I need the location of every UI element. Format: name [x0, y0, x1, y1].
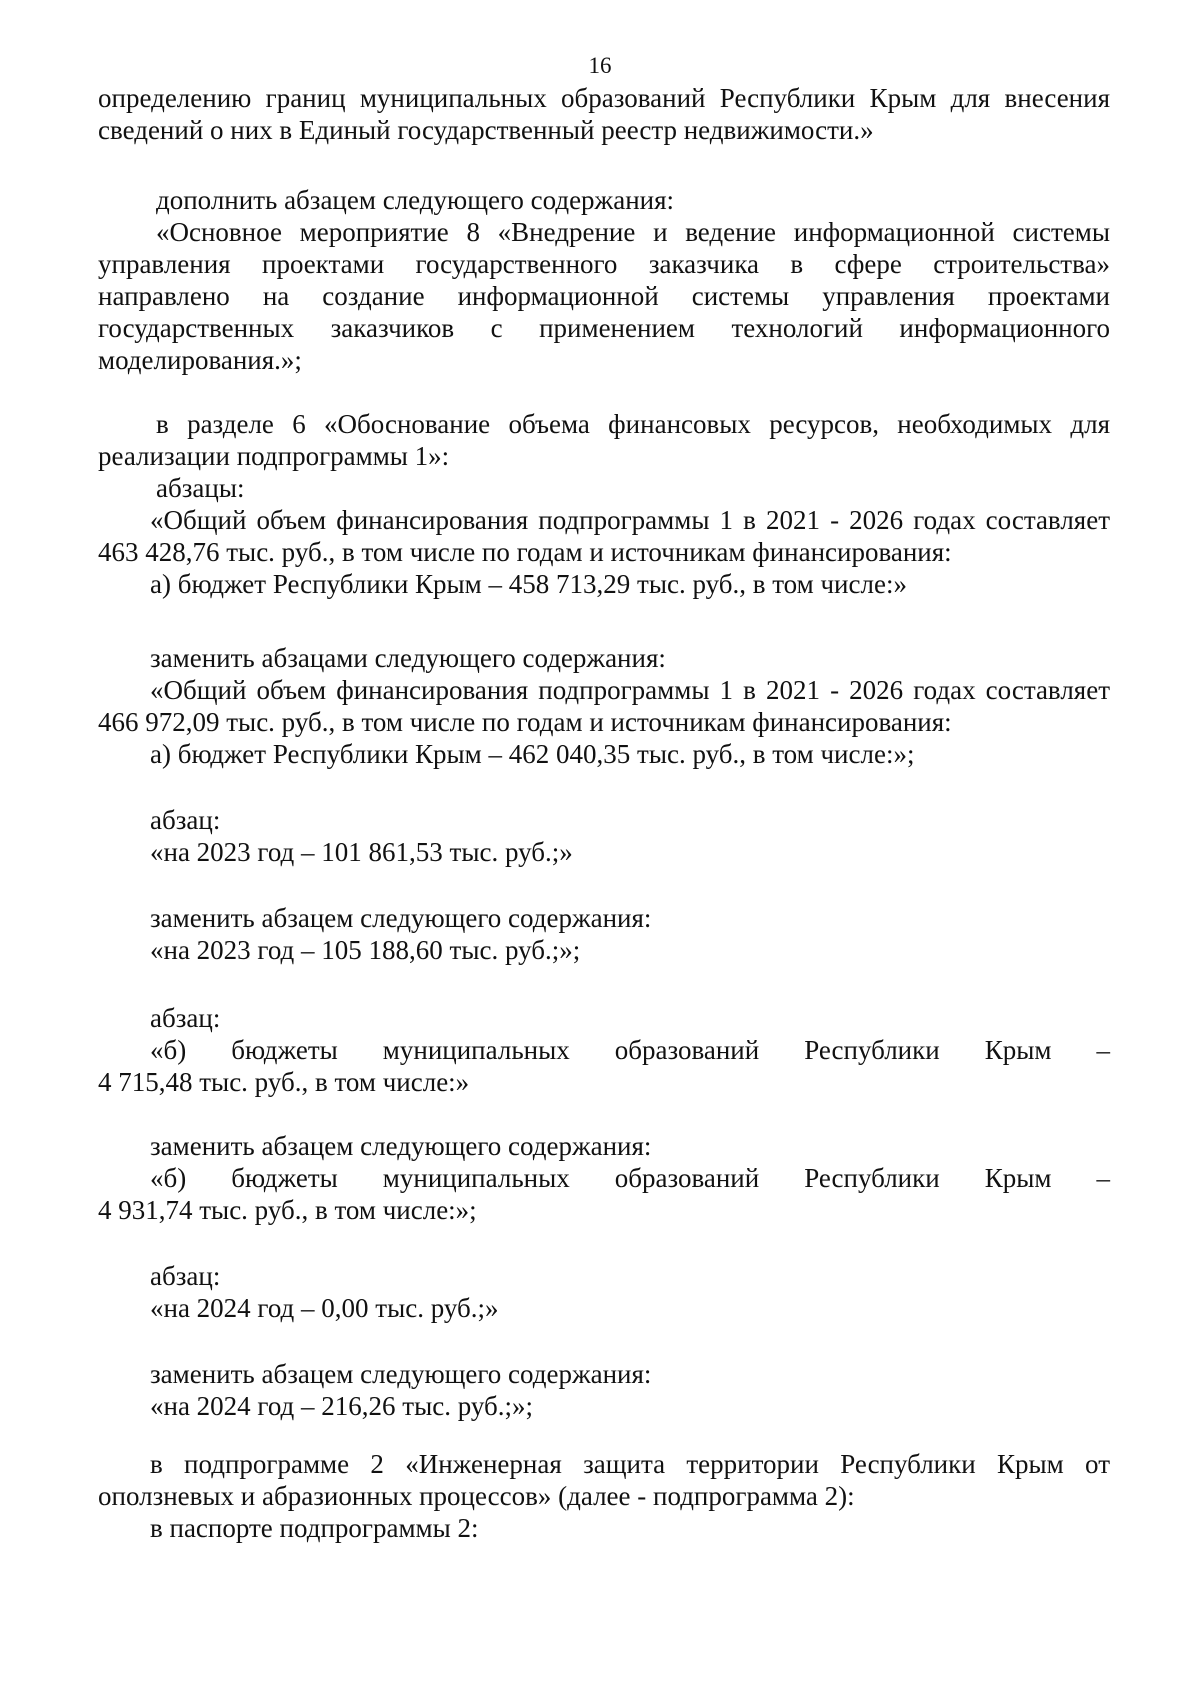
text-line: заменить абзацем следующего содержания: — [150, 903, 652, 933]
text-line: «на 2023 год – 101 861,53 тыс. руб.;» — [150, 837, 573, 867]
text-line: государственных заказчиков с применением технологий информационного — [98, 313, 1110, 343]
paragraph-subprogram-2 — [98, 1448, 1110, 1544]
paragraph-2024-new — [98, 1358, 1110, 1422]
text-line: направлено на создание информационной системы управления проектами — [98, 281, 1110, 311]
paragraph-boundaries-end — [98, 82, 1110, 146]
text-line: абзац: — [150, 1003, 221, 1033]
text-line: 463 428,76 тыс. руб., в том числе по годам и источникам финансирования: — [98, 537, 952, 567]
text-line: «Общий объем финансирования подпрограммы 1 в 2021 - 2026 годах составляет — [150, 505, 1110, 535]
page-number: 16 — [588, 53, 612, 78]
text-line: «Основное мероприятие 8 «Внедрение и ведение информационной системы — [156, 217, 1110, 247]
text-line: определению границ муниципальных образований Республики Крым для внесения — [98, 83, 1110, 113]
text-line: управления проектами государственного заказчика в сфере строительства» — [98, 249, 1110, 279]
paragraph-2024-old — [98, 1260, 1110, 1324]
text-line: 4 931,74 тыс. руб., в том числе:»; — [98, 1195, 477, 1225]
paragraph-municipal-new — [98, 1130, 1110, 1226]
paragraph-section-6 — [98, 408, 1110, 600]
text-line: сведений о них в Единый государственный реестр недвижимости.» — [98, 115, 874, 145]
text-line: реализации подпрограммы 1»: — [98, 441, 450, 471]
text-line: «на 2024 год – 216,26 тыс. руб.;»; — [150, 1391, 533, 1421]
text-line: абзацы: — [156, 473, 245, 503]
text-line: 4 715,48 тыс. руб., в том числе:» — [98, 1067, 470, 1097]
paragraph-replace-funding — [98, 642, 1110, 770]
text-line: моделирования.»; — [98, 345, 302, 375]
text-line: «на 2023 год – 105 188,60 тыс. руб.;»; — [150, 935, 581, 965]
text-line: в подпрограмме 2 «Инженерная защита территории Республики Крым от — [150, 1449, 1110, 1479]
text-line: абзац: — [150, 805, 221, 835]
text-line: «на 2024 год – 0,00 тыс. руб.;» — [150, 1293, 499, 1323]
text-line: оползневых и абразионных процессов» (далее - подпрограмма 2): — [98, 1481, 855, 1511]
text-line: дополнить абзацем следующего содержания: — [156, 185, 675, 215]
text-line: заменить абзацем следующего содержания: — [150, 1359, 652, 1389]
paragraph-2023-new — [98, 902, 1110, 966]
text-line: абзац: — [150, 1261, 221, 1291]
text-line: а) бюджет Республики Крым – 458 713,29 тыс. руб., в том числе:» — [150, 569, 907, 599]
text-line: «Общий объем финансирования подпрограммы 1 в 2021 - 2026 годах составляет — [150, 675, 1110, 705]
text-line: заменить абзацем следующего содержания: — [150, 1131, 652, 1161]
text-line: а) бюджет Республики Крым – 462 040,35 тыс. руб., в том числе:»; — [150, 739, 915, 769]
text-line: 466 972,09 тыс. руб., в том числе по годам и источникам финансирования: — [98, 707, 952, 737]
text-line: «б) бюджеты муниципальных образований Республики Крым – — [150, 1035, 1110, 1065]
paragraph-2023-old — [98, 804, 1110, 868]
text-line: в паспорте подпрограммы 2: — [150, 1513, 479, 1543]
paragraph-municipal-old — [98, 1002, 1110, 1098]
text-line: в разделе 6 «Обоснование объема финансовых ресурсов, необходимых для — [156, 409, 1110, 439]
text-line: заменить абзацами следующего содержания: — [150, 643, 666, 673]
text-line: «б) бюджеты муниципальных образований Республики Крым – — [150, 1163, 1110, 1193]
paragraph-event-8 — [98, 184, 1110, 376]
